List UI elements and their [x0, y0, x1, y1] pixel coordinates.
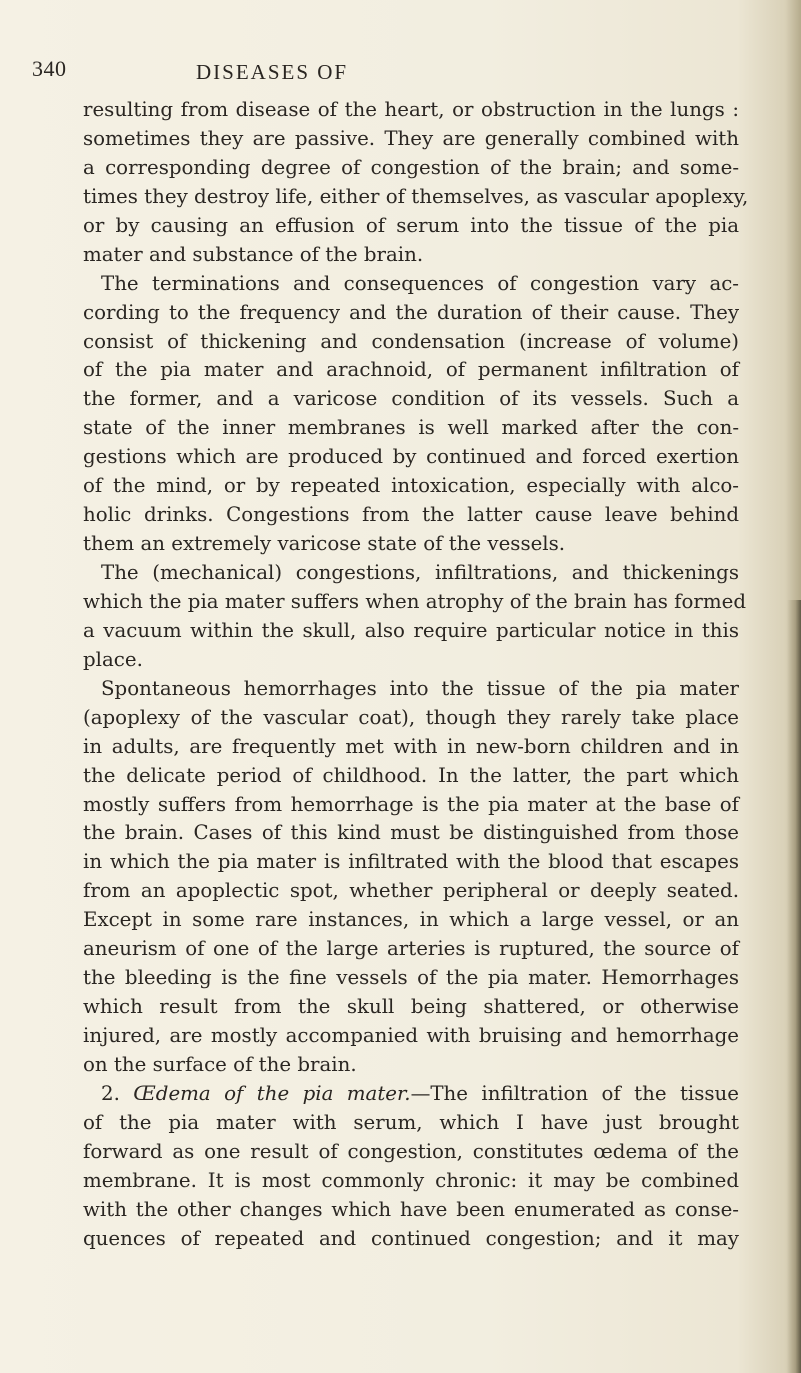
text-line: a corresponding degree of congestion of the brain; and some- [83, 155, 739, 179]
text-line: quences of repeated and continued congestion; and it may [83, 1226, 739, 1250]
running-head: DISEASES OF [196, 60, 349, 84]
text-line: which result from the skull being shattered, or otherwise [83, 995, 739, 1019]
text-line: membrane. It is most commonly chronic: it may be combined [83, 1168, 739, 1192]
text-line: sometimes they are passive. They are generally combined with [83, 126, 739, 150]
text-line: on the surface of the brain. [83, 1052, 357, 1076]
text-line: cording to the frequency and the duration of their cause. They [83, 300, 739, 324]
text-line: mostly suffers from hemorrhage is the pia mater at the base of [83, 792, 739, 816]
text-line: mater and substance of the brain. [83, 242, 424, 266]
text-line: in adults, are frequently met with in new-born children and in [83, 734, 739, 758]
text-line: the bleeding is the fine vessels of the pia mater. Hemorrhages [83, 966, 739, 990]
text-line: state of the inner membranes is well marked after the con- [83, 416, 739, 440]
text-line: Spontaneous hemorrhages into the tissue of the pia mater [101, 676, 739, 700]
text-line: place. [83, 647, 143, 671]
text-line: a vacuum within the skull, also require particular notice in this [83, 618, 739, 642]
text-line: the former, and a varicose condition of its vessels. Such a [83, 387, 739, 411]
text-line: times they destroy life, either of themselves, as vascular apoplexy, [83, 184, 749, 208]
text-line: of the mind, or by repeated intoxication, especially with alco- [83, 474, 739, 498]
text-line: aneurism of one of the large arteries is ruptured, the source of [83, 937, 739, 961]
text-line: the delicate period of childhood. In the latter, the part which [83, 763, 739, 787]
text-line: Except in some rare instances, in which a large vessel, or an [83, 908, 739, 932]
text-line: of the pia mater with serum, which I have just brought [83, 1110, 739, 1134]
text-line: of the pia mater and arachnoid, of permanent infiltration of [83, 358, 739, 382]
text-line: The (mechanical) congestions, infiltrations, and thickenings [101, 561, 739, 584]
text-line: gestions which are produced by continued and forced exertion [83, 445, 739, 469]
text-line: in which the pia mater is infiltrated with the blood that escapes [83, 850, 739, 874]
text-line: forward as one result of congestion, constitutes œdema of the [83, 1139, 739, 1163]
text-line: injured, are mostly accompanied with bruising and hemorrhage [83, 1024, 739, 1047]
text-line: The terminations and consequences of congestion vary ac- [101, 271, 739, 295]
text-line: from an apoplectic spot, whether peripheral or deeply seated. [83, 879, 739, 903]
section-text: —The infiltration of the tissue [410, 1081, 739, 1105]
text-line: which the pia mater suffers when atrophy of the brain has formed [83, 589, 746, 613]
section-title: Œdema of the pia mater. [133, 1081, 411, 1105]
page-edge-shadow [787, 600, 801, 1373]
page-number: 340 [32, 56, 67, 81]
text-line: resulting from disease of the heart, or obstruction in the lungs : [83, 98, 739, 121]
text-line: with the other changes which have been enumerated as conse- [83, 1197, 739, 1221]
text-line: the brain. Cases of this kind must be distinguished from those [83, 821, 739, 845]
text-line: or by causing an effusion of serum into the tissue of the pia [83, 213, 739, 237]
text-line: holic drinks. Congestions from the latter cause leave behind [83, 503, 739, 527]
text-line [83, 1080, 739, 1109]
body-text [83, 96, 749, 1254]
text-line: them an extremely varicose state of the vessels. [83, 532, 566, 556]
text-line: (apoplexy of the vascular coat), though they rarely take place [83, 705, 739, 729]
section-number: 2. [101, 1081, 134, 1105]
text-line: consist of thickening and condensation (increase of volume) [83, 329, 739, 353]
